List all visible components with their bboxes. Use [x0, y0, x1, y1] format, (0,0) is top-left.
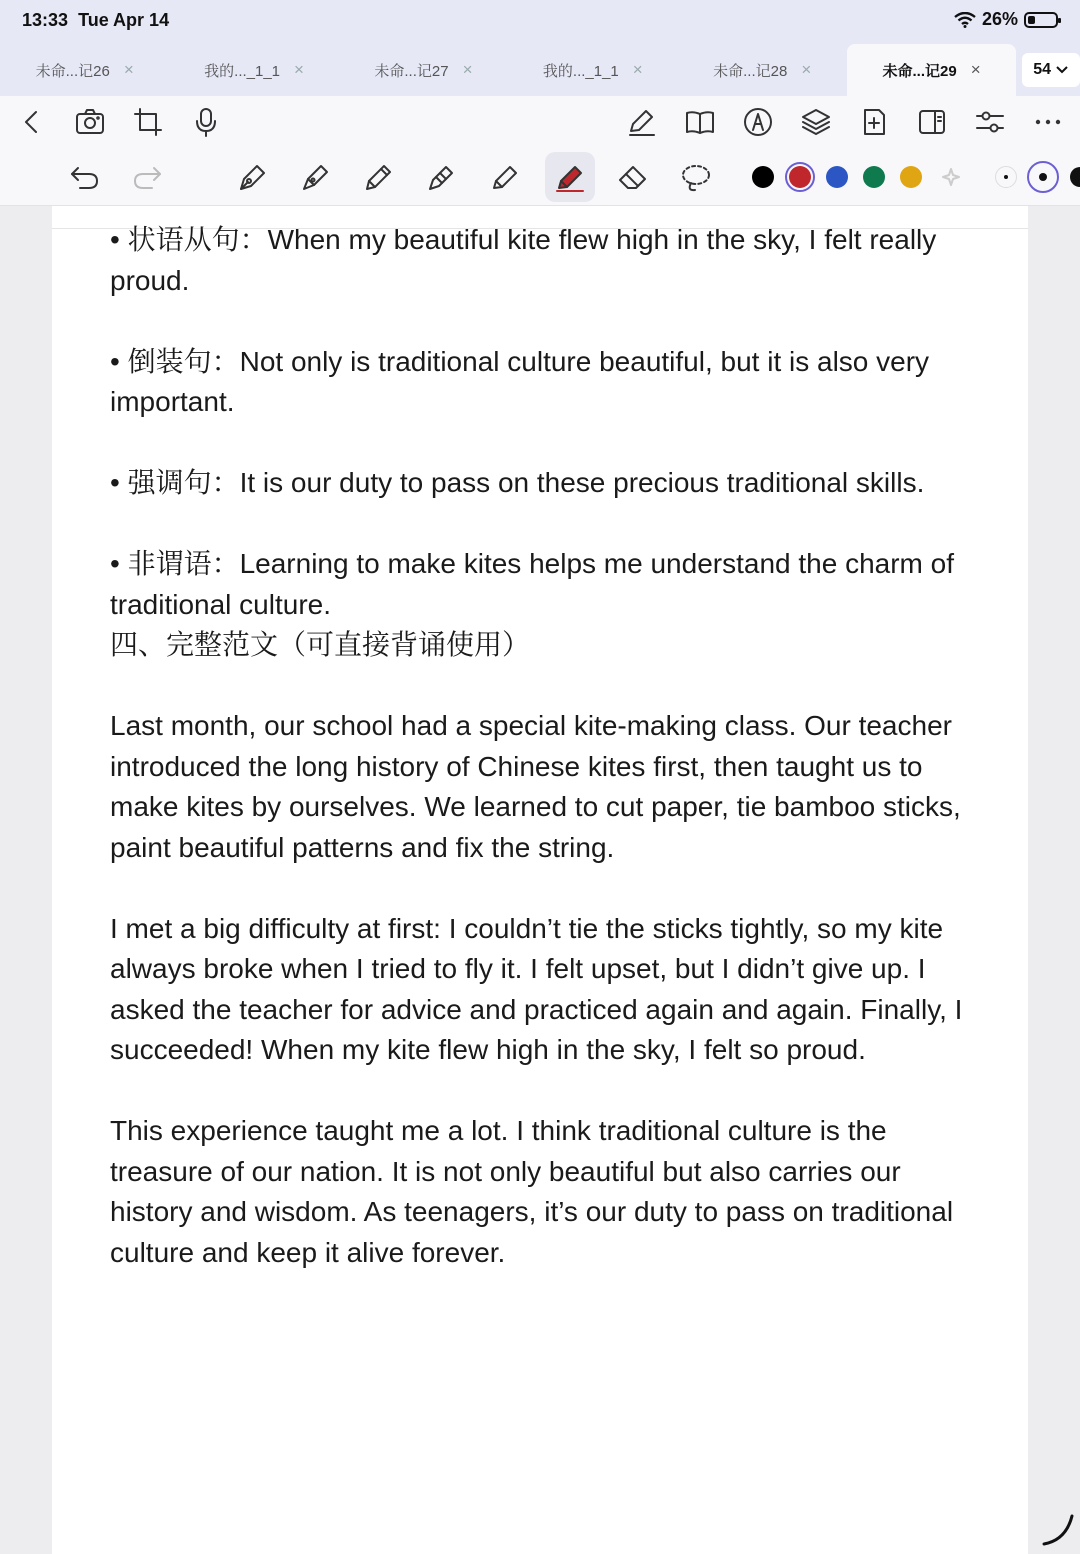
brush-pen-tool[interactable] — [425, 160, 459, 194]
crop-icon — [132, 106, 164, 138]
pen-edit-icon — [626, 106, 658, 138]
essay-paragraph-1: Last month, our school had a special kite-making class. Our teacher introduced the long history of Chinese kites first, then taught us to make kites by ourselves. We learned to cut paper, tie bamboo sticks, paint beautiful patterns and fix the string. — [110, 710, 961, 863]
fountain-pen-icon — [236, 160, 270, 194]
layers-button[interactable] — [800, 106, 832, 138]
essay-paragraph-2: I met a big difficulty at first: I couldn’t tie the sticks tightly, so my kite always broke when I tried to fly it. I felt upset, but I didn’t give up. I asked the teacher for advice and practiced again and again. Finally, I succeeded! When my kite flew high in the sky, I felt so proud. — [110, 912, 963, 1065]
tab-label: 我的..._1_1 — [542, 62, 619, 80]
add-page-icon — [858, 106, 890, 138]
medium-stroke-button[interactable] — [1027, 161, 1059, 193]
chevron-left-icon — [18, 108, 46, 136]
tab-2[interactable] — [169, 44, 338, 96]
thick-stroke-button[interactable] — [1070, 167, 1080, 187]
pencil-icon — [362, 160, 396, 194]
sparkle-icon — [940, 166, 962, 188]
tab-count-button[interactable] — [1022, 53, 1080, 87]
eraser-icon — [616, 160, 650, 194]
essay-paragraph-3: This experience taught me a lot. I think traditional culture is the treasure of our nation. It is not only beautiful but also carries our history and wisdom. As teenagers, it’s our duty to pass on traditional culture and keep it alive forever. — [110, 1115, 954, 1268]
section-heading: 四、完整范文（可直接背诵使用） — [110, 629, 531, 660]
marker-icon — [488, 160, 522, 194]
lasso-icon — [679, 160, 713, 194]
ballpoint-pen-tool[interactable] — [299, 160, 333, 194]
close-icon[interactable]: × — [294, 60, 304, 79]
back-button[interactable] — [18, 108, 46, 136]
close-icon[interactable]: × — [123, 60, 134, 79]
drawing-toolbar — [0, 148, 1080, 206]
tab-label: 未命...记29 — [882, 62, 957, 80]
tab-label: 未命...记26 — [35, 62, 110, 80]
battery-fill — [1028, 16, 1035, 24]
sidebar-toggle-button[interactable] — [916, 106, 948, 138]
more-dots-icon — [1032, 106, 1064, 138]
thin-stroke-button[interactable] — [995, 166, 1017, 188]
add-page-button[interactable] — [858, 106, 890, 138]
microphone-button[interactable] — [190, 106, 222, 138]
close-icon[interactable]: × — [632, 60, 643, 79]
tab-label: 我的..._1_1 — [204, 62, 281, 80]
split-view-icon — [916, 106, 948, 138]
status-time: 13:33 Tue Apr 14 — [22, 10, 170, 30]
status-right — [954, 9, 1058, 30]
tab-4[interactable] — [508, 44, 677, 96]
redo-button[interactable] — [130, 160, 164, 194]
add-color-button[interactable] — [940, 166, 962, 188]
sliders-icon — [974, 106, 1006, 138]
chevron-down-icon — [1055, 63, 1069, 77]
marker-tool[interactable] — [488, 160, 522, 194]
undo-icon — [68, 160, 102, 194]
bullet-adverbial-clause: • 状语从句：When my beautiful kite flew high in the sky, I felt really proud. — [110, 224, 937, 296]
crop-button[interactable] — [132, 106, 164, 138]
color-swatch-yellow[interactable] — [900, 166, 922, 188]
close-icon[interactable]: × — [970, 60, 981, 79]
highlighter-icon — [553, 160, 587, 194]
tab-label: 未命...记27 — [374, 62, 449, 80]
camera-icon — [74, 106, 106, 138]
tab-6[interactable] — [847, 44, 1016, 96]
fountain-pen-tool[interactable] — [236, 160, 270, 194]
top-toolbar — [0, 96, 1080, 148]
wifi-icon — [954, 12, 976, 28]
status-bar — [0, 0, 1080, 44]
scroll-indicator[interactable] — [1040, 1512, 1076, 1548]
tab-count-label: 54 — [1033, 61, 1052, 78]
lasso-tool[interactable] — [679, 160, 713, 194]
color-swatch-red[interactable] — [789, 166, 811, 188]
bullet-emphasis: • 强调句：It is our duty to pass on these precious traditional skills. — [110, 467, 925, 498]
reading-mode-button[interactable] — [684, 106, 716, 138]
color-swatch-black[interactable] — [752, 166, 774, 188]
settings-button[interactable] — [974, 106, 1006, 138]
ballpoint-pen-icon — [299, 160, 333, 194]
highlighter-tool[interactable] — [553, 160, 587, 194]
bullet-nonfinite: • 非谓语：Learning to make kites helps me understand the charm of traditional culture. — [110, 548, 954, 620]
color-swatch-blue[interactable] — [826, 166, 848, 188]
camera-button[interactable] — [74, 106, 106, 138]
tab-5[interactable] — [678, 44, 847, 96]
scroll-curve-icon — [1040, 1512, 1076, 1548]
bullet-inversion: • 倒装句：Not only is traditional culture beautiful, but it is also very important. — [110, 345, 930, 417]
close-icon[interactable]: × — [462, 60, 473, 79]
text-tool-button[interactable] — [742, 106, 774, 138]
eraser-tool[interactable] — [616, 160, 650, 194]
pencil-tool[interactable] — [362, 160, 396, 194]
note-page[interactable] — [52, 206, 1028, 1554]
layers-icon — [800, 106, 832, 138]
brush-pen-icon — [425, 160, 459, 194]
battery-icon — [1024, 12, 1058, 28]
tab-1[interactable] — [0, 44, 169, 96]
tab-bar — [0, 44, 1080, 96]
tab-label: 未命...记28 — [713, 62, 788, 80]
edit-button[interactable] — [626, 106, 658, 138]
tab-3[interactable] — [339, 44, 508, 96]
redo-icon — [130, 160, 164, 194]
pen-nib-circle-icon — [742, 106, 774, 138]
note-text — [110, 220, 990, 1273]
battery-percent: 26% — [981, 9, 1018, 29]
close-icon[interactable]: × — [801, 60, 812, 79]
microphone-icon — [190, 106, 222, 138]
color-swatch-green[interactable] — [863, 166, 885, 188]
undo-button[interactable] — [68, 160, 102, 194]
more-button[interactable] — [1032, 106, 1064, 138]
book-icon — [684, 106, 716, 138]
